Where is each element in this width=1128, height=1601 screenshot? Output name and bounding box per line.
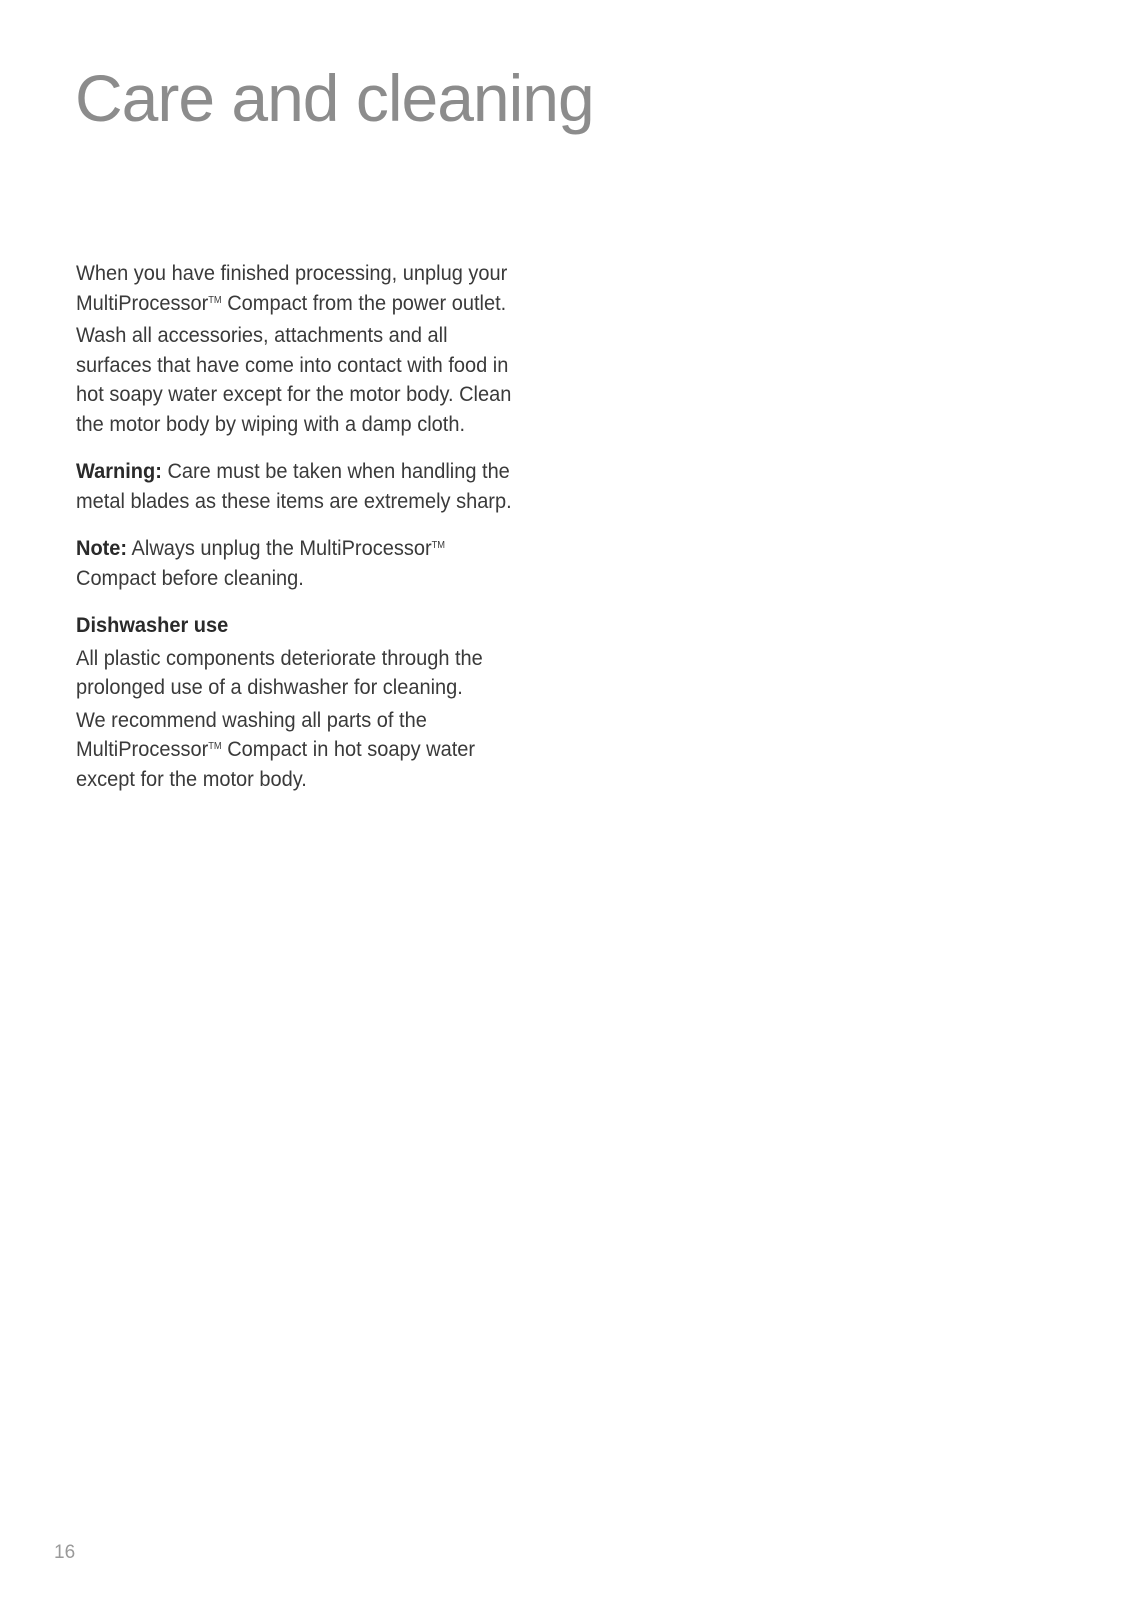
warning-label: Warning: xyxy=(76,459,162,483)
note-text-1: Always unplug the MultiProcessor xyxy=(127,536,432,560)
dishwasher-paragraph-2 xyxy=(76,706,522,795)
dishwasher-paragraph-1: All plastic components deteriorate through the prolonged use of a dishwasher for cleaning. xyxy=(76,645,483,699)
unplug-text-2: Compact from the power outlet. xyxy=(221,290,507,315)
dishwasher-text-2: Compact in hot soapy water except for the motor body. xyxy=(76,737,476,791)
note-paragraph xyxy=(76,534,522,593)
note-label: Note: xyxy=(76,536,128,560)
trademark-mark: TM xyxy=(208,294,222,306)
unplug-paragraph xyxy=(76,259,522,318)
wash-paragraph: Wash all accessories, attachments and all surfaces that have come into contact with food in hot soapy water except for the motor body. Clean the motor body by wiping with a damp cloth. xyxy=(76,323,512,436)
dishwasher-text-1: We recommend washing all parts of the MultiProcessor xyxy=(76,707,427,761)
page-number: 16 xyxy=(54,1542,76,1563)
trademark-mark: TM xyxy=(431,540,446,551)
trademark-mark: TM xyxy=(208,741,222,752)
warning-text: Care must be taken when handling the metal blades as these items are extremely sharp. xyxy=(76,459,512,513)
warning-paragraph xyxy=(76,457,522,516)
unplug-text-1: When you have finished processing, unplug your MultiProcessor xyxy=(76,261,508,315)
page-title: Care and cleaning xyxy=(75,61,594,135)
dishwasher-heading: Dishwasher use xyxy=(76,613,229,637)
care-cleaning-body xyxy=(76,259,522,794)
note-text-2: Compact before cleaning. xyxy=(76,565,304,590)
